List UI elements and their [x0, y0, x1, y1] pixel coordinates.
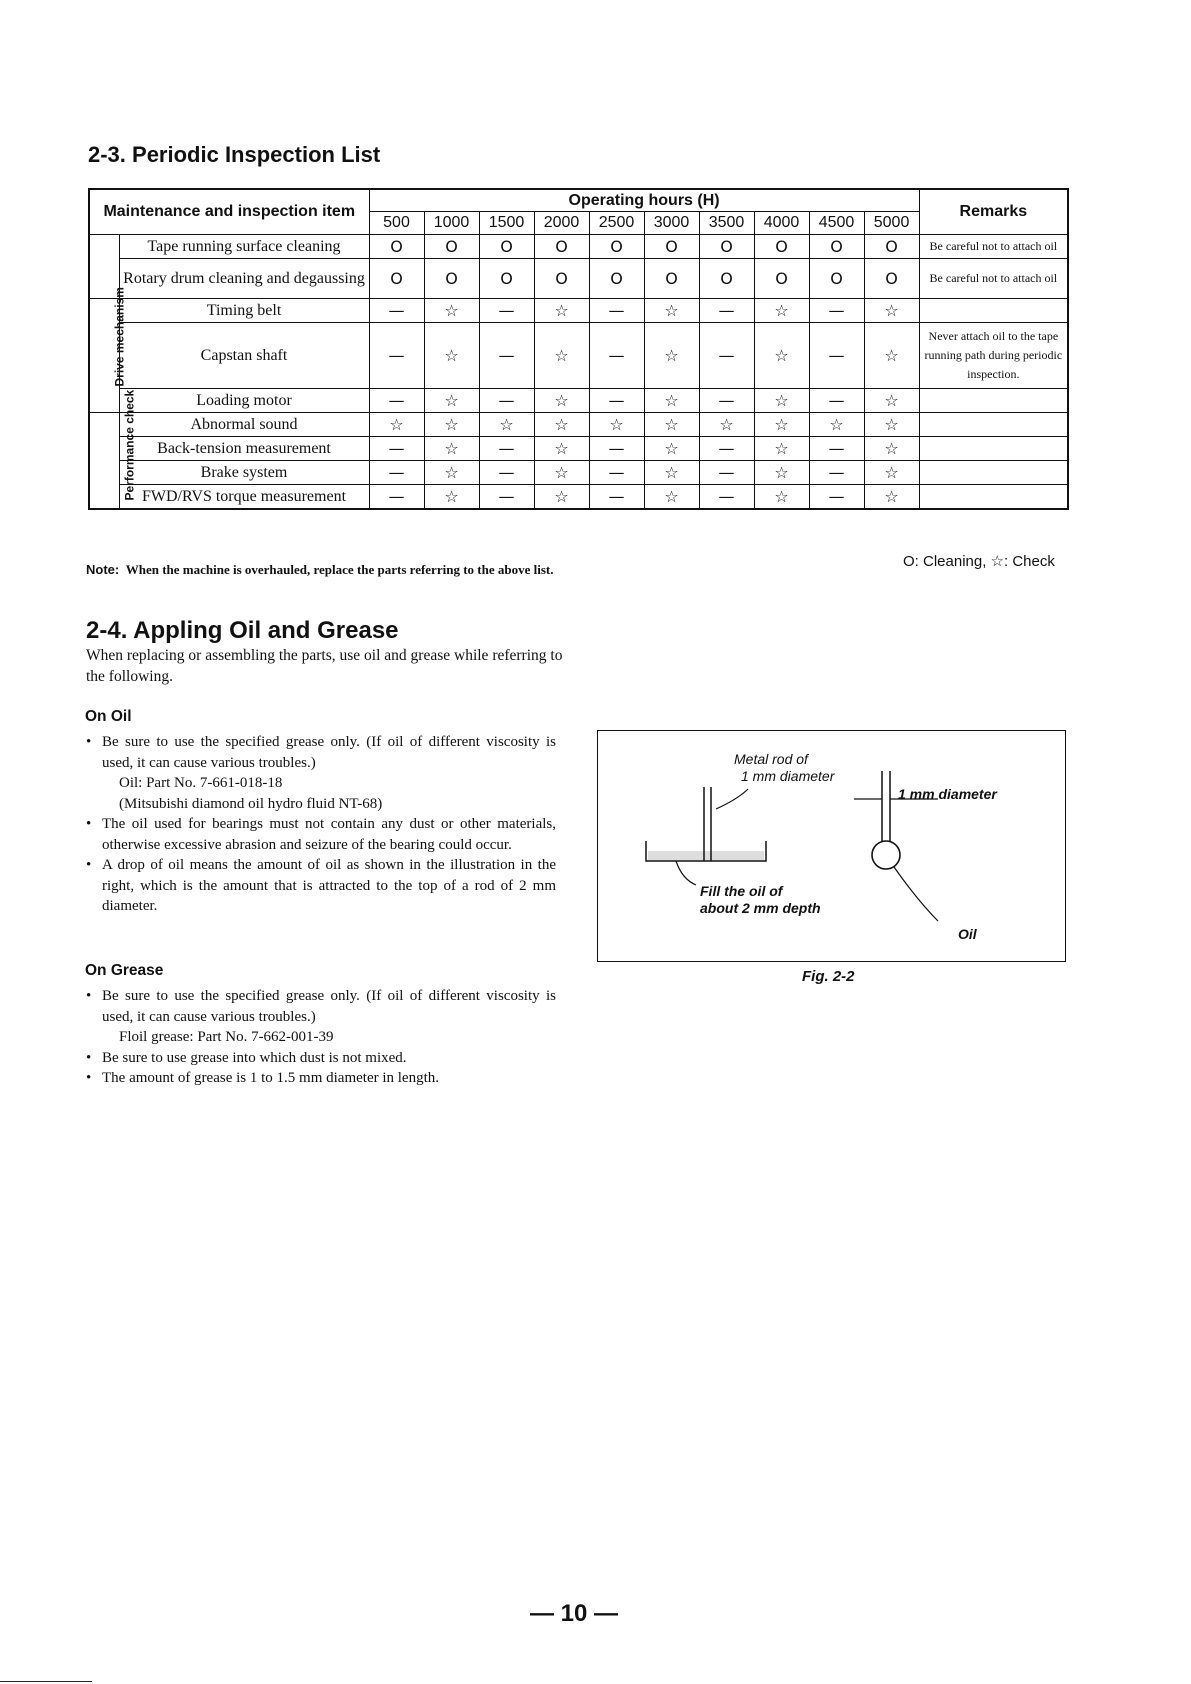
- remarks-header: Remarks: [919, 189, 1068, 235]
- label-fill-2: about 2 mm depth: [700, 900, 821, 916]
- oil-bullet-1: Be sure to use the specified grease only. (If oil of different viscosity is used, it can cause various troubles.): [102, 734, 556, 771]
- remarks-cell: [919, 437, 1068, 461]
- table-row: [89, 485, 1068, 509]
- mark-cell: —: [699, 389, 754, 413]
- remarks-cell: Be careful not to attach oil: [919, 235, 1068, 259]
- item-cell: Capstan shaft: [119, 323, 369, 389]
- table-row: [89, 437, 1068, 461]
- hour-col-4500: 4500: [809, 212, 864, 235]
- hour-col-3000: 3000: [644, 212, 699, 235]
- hour-col-2000: 2000: [534, 212, 589, 235]
- list-item: • Be sure to use the specified grease only. (If oil of different viscosity is used, it can cause various troubles.) Floil grease: Part No. 7-662-001-39: [86, 986, 556, 1048]
- table-row: [89, 259, 1068, 299]
- mark-cell: —: [369, 389, 424, 413]
- mark-cell: ☆: [754, 485, 809, 509]
- mark-cell: ☆: [864, 389, 919, 413]
- list-item: • The amount of grease is 1 to 1.5 mm diameter in length.: [86, 1070, 440, 1086]
- table-row: [89, 235, 1068, 259]
- remarks-cell: Never attach oil to the tape running path during periodic inspection.: [919, 323, 1068, 389]
- mark-cell: —: [809, 299, 864, 323]
- mark-cell: ☆: [754, 323, 809, 389]
- mark-cell: ☆: [534, 413, 589, 437]
- mark-cell: ☆: [534, 299, 589, 323]
- remarks-cell: [919, 299, 1068, 323]
- group-performance-check: [89, 390, 137, 509]
- item-cell: Brake system: [119, 461, 369, 485]
- inspection-table: [88, 188, 1069, 510]
- table-row: [89, 413, 1068, 437]
- mark-cell: ☆: [754, 437, 809, 461]
- hour-col-1000: 1000: [424, 212, 479, 235]
- mark-cell: —: [479, 437, 534, 461]
- mark-cell: ☆: [424, 413, 479, 437]
- item-cell: Back-tension measurement: [119, 437, 369, 461]
- mark-cell: ☆: [534, 389, 589, 413]
- grease-part: Floil grease: Part No. 7-662-001-39: [119, 1029, 334, 1045]
- mark-cell: —: [809, 461, 864, 485]
- mark-cell: —: [589, 299, 644, 323]
- mark-cell: ☆: [864, 437, 919, 461]
- hour-col-500: 500: [369, 212, 424, 235]
- grease-bullet-1: Be sure to use the specified grease only. (If oil of different viscosity is used, it can cause various troubles.): [102, 988, 556, 1025]
- label-rod-1: Metal rod of: [734, 751, 808, 767]
- mark-cell: O: [534, 235, 589, 259]
- section-title-2-4: 2-4. Appling Oil and Grease: [86, 617, 399, 644]
- note: [86, 560, 586, 579]
- mark-cell: O: [699, 259, 754, 299]
- mark-cell: ☆: [754, 413, 809, 437]
- grease-bullet-2: Be sure to use grease into which dust is not mixed.: [102, 1049, 407, 1066]
- mark-cell: O: [754, 259, 809, 299]
- remarks-cell: [919, 461, 1068, 485]
- mark-cell: —: [479, 461, 534, 485]
- legend: O: Cleaning, ☆: Check: [903, 553, 1055, 570]
- oil-bullet-2: The oil used for bearings must not contain any dust or other materials, otherwise excessive abrasion and seizure of the bearing could occur.: [102, 816, 556, 853]
- mark-cell: ☆: [424, 389, 479, 413]
- figure-caption: Fig. 2-2: [802, 968, 855, 985]
- mark-cell: —: [699, 485, 754, 509]
- fill-leader: [676, 861, 696, 885]
- list-item: • A drop of oil means the amount of oil as shown in the illustration in the right, which is the amount that is attracted to the top of a rod of 2 mm diameter.: [86, 857, 556, 914]
- mark-cell: O: [534, 259, 589, 299]
- grease-bullet-3: The amount of grease is 1 to 1.5 mm diameter in length.: [102, 1070, 440, 1086]
- mark-cell: ☆: [754, 461, 809, 485]
- hour-col-5000: 5000: [864, 212, 919, 235]
- mark-cell: ☆: [589, 413, 644, 437]
- mark-cell: ☆: [864, 299, 919, 323]
- mark-cell: —: [809, 323, 864, 389]
- on-oil-heading: On Oil: [85, 708, 132, 725]
- mark-cell: ☆: [699, 413, 754, 437]
- oil-name: (Mitsubishi diamond oil hydro fluid NT-68): [119, 795, 383, 812]
- mark-cell: —: [479, 485, 534, 509]
- mark-cell: —: [369, 299, 424, 323]
- mark-cell: —: [479, 323, 534, 389]
- note-label: Note:: [86, 562, 120, 577]
- list-item: • Be sure to use grease into which dust is not mixed.: [86, 1049, 407, 1066]
- mark-cell: O: [479, 259, 534, 299]
- table-row: [89, 323, 1068, 389]
- mark-cell: —: [809, 389, 864, 413]
- mark-cell: ☆: [644, 413, 699, 437]
- hour-col-4000: 4000: [754, 212, 809, 235]
- mark-cell: —: [589, 485, 644, 509]
- mark-cell: O: [644, 235, 699, 259]
- item-cell: Tape running surface cleaning: [119, 235, 369, 259]
- remarks-cell: [919, 485, 1068, 509]
- oil-leader: [894, 867, 938, 921]
- mark-cell: ☆: [644, 437, 699, 461]
- item-cell: Abnormal sound: [119, 413, 369, 437]
- hours-header: Operating hours (H): [369, 189, 919, 212]
- mark-cell: ☆: [864, 485, 919, 509]
- mark-cell: —: [369, 461, 424, 485]
- mark-cell: —: [699, 461, 754, 485]
- mark-cell: O: [369, 259, 424, 299]
- inspection-table-body: [89, 235, 1068, 509]
- item-header: Maintenance and inspection item: [89, 189, 369, 235]
- mark-cell: O: [809, 259, 864, 299]
- oil-part: Oil: Part No. 7-661-018-18: [119, 775, 283, 791]
- section-intro: When replacing or assembling the parts, use oil and grease while referring to the following.: [86, 647, 563, 685]
- grease-list: [86, 986, 556, 1089]
- mark-cell: ☆: [644, 461, 699, 485]
- label-rod-2: 1 mm diameter: [741, 768, 835, 784]
- oil-bullet-3: A drop of oil means the amount of oil as shown in the illustration in the right, which is the amount that is attracted to the top of a rod of 2 mm diameter.: [102, 857, 556, 914]
- mark-cell: —: [479, 389, 534, 413]
- mark-cell: O: [864, 259, 919, 299]
- item-cell: FWD/RVS torque measurement: [119, 485, 369, 509]
- mark-cell: ☆: [644, 299, 699, 323]
- mark-cell: —: [589, 389, 644, 413]
- mark-cell: —: [589, 437, 644, 461]
- mark-cell: —: [589, 323, 644, 389]
- mark-cell: O: [809, 235, 864, 259]
- table-row: [89, 299, 1068, 323]
- mark-cell: ☆: [479, 413, 534, 437]
- mark-cell: —: [699, 323, 754, 389]
- group-drive-mechanism: [89, 286, 127, 413]
- oil-list: [86, 732, 556, 917]
- mark-cell: ☆: [424, 323, 479, 389]
- mark-cell: ☆: [534, 323, 589, 389]
- mark-cell: ☆: [424, 437, 479, 461]
- mark-cell: —: [699, 437, 754, 461]
- mark-cell: ☆: [864, 461, 919, 485]
- mark-cell: O: [864, 235, 919, 259]
- mark-cell: —: [369, 437, 424, 461]
- label-oil: Oil: [958, 926, 977, 942]
- list-item: • The oil used for bearings must not contain any dust or other materials, otherwise excessive abrasion and seizure of the bearing could occur.: [86, 816, 556, 853]
- label-diameter: 1 mm diameter: [898, 786, 997, 802]
- mark-cell: ☆: [864, 413, 919, 437]
- mark-cell: ☆: [534, 485, 589, 509]
- mark-cell: O: [754, 235, 809, 259]
- hour-col-3500: 3500: [699, 212, 754, 235]
- mark-cell: ☆: [809, 413, 864, 437]
- mark-cell: —: [699, 299, 754, 323]
- mark-cell: —: [809, 437, 864, 461]
- mark-cell: —: [589, 461, 644, 485]
- list-item: • Be sure to use the specified grease only. (If oil of different viscosity is used, it can cause various troubles.) Oil: Part No. 7-661-018-18 (Mitsubishi diamond oil hydro fluid NT-68): [86, 732, 556, 814]
- item-cell: Loading motor: [119, 389, 369, 413]
- mark-cell: —: [369, 485, 424, 509]
- table-row: [89, 461, 1068, 485]
- page-number: — 10 —: [530, 1600, 619, 1627]
- mark-cell: ☆: [424, 461, 479, 485]
- mark-cell: O: [424, 259, 479, 299]
- note-text: When the machine is overhauled, replace the parts referring to the above list.: [125, 562, 554, 577]
- mark-cell: O: [424, 235, 479, 259]
- mark-cell: ☆: [369, 413, 424, 437]
- mark-cell: —: [369, 323, 424, 389]
- figure-2-2: [597, 730, 1066, 962]
- mark-cell: O: [589, 235, 644, 259]
- mark-cell: O: [479, 235, 534, 259]
- remarks-cell: Be careful not to attach oil: [919, 259, 1068, 299]
- hour-col-1500: 1500: [479, 212, 534, 235]
- group-label: Performance check: [122, 390, 137, 501]
- mark-cell: ☆: [644, 389, 699, 413]
- oil-illustration: [598, 731, 1064, 960]
- mark-cell: O: [644, 259, 699, 299]
- footer-rule: [0, 1681, 92, 1682]
- mark-cell: ☆: [864, 323, 919, 389]
- mark-cell: ☆: [754, 299, 809, 323]
- mark-cell: —: [809, 485, 864, 509]
- mark-cell: ☆: [424, 485, 479, 509]
- on-grease-heading: On Grease: [85, 962, 164, 979]
- mark-cell: ☆: [424, 299, 479, 323]
- oil-level: [648, 851, 764, 860]
- remarks-cell: [919, 413, 1068, 437]
- oil-drop: [872, 841, 900, 869]
- table-row: [89, 389, 1068, 413]
- mark-cell: ☆: [644, 485, 699, 509]
- mark-cell: O: [369, 235, 424, 259]
- mark-cell: ☆: [534, 437, 589, 461]
- mark-cell: ☆: [754, 389, 809, 413]
- mark-cell: ☆: [644, 323, 699, 389]
- section-title-2-3: 2-3. Periodic Inspection List: [88, 142, 381, 167]
- item-cell: Timing belt: [119, 299, 369, 323]
- mark-cell: O: [699, 235, 754, 259]
- mark-cell: ☆: [534, 461, 589, 485]
- group-label: Drive mechanism: [112, 286, 127, 386]
- label-fill-1: Fill the oil of: [700, 883, 783, 899]
- hour-col-2500: 2500: [589, 212, 644, 235]
- remarks-cell: [919, 389, 1068, 413]
- item-cell: Rotary drum cleaning and degaussing: [119, 259, 369, 299]
- mark-cell: —: [479, 299, 534, 323]
- mark-cell: O: [589, 259, 644, 299]
- rod-leader: [716, 789, 748, 809]
